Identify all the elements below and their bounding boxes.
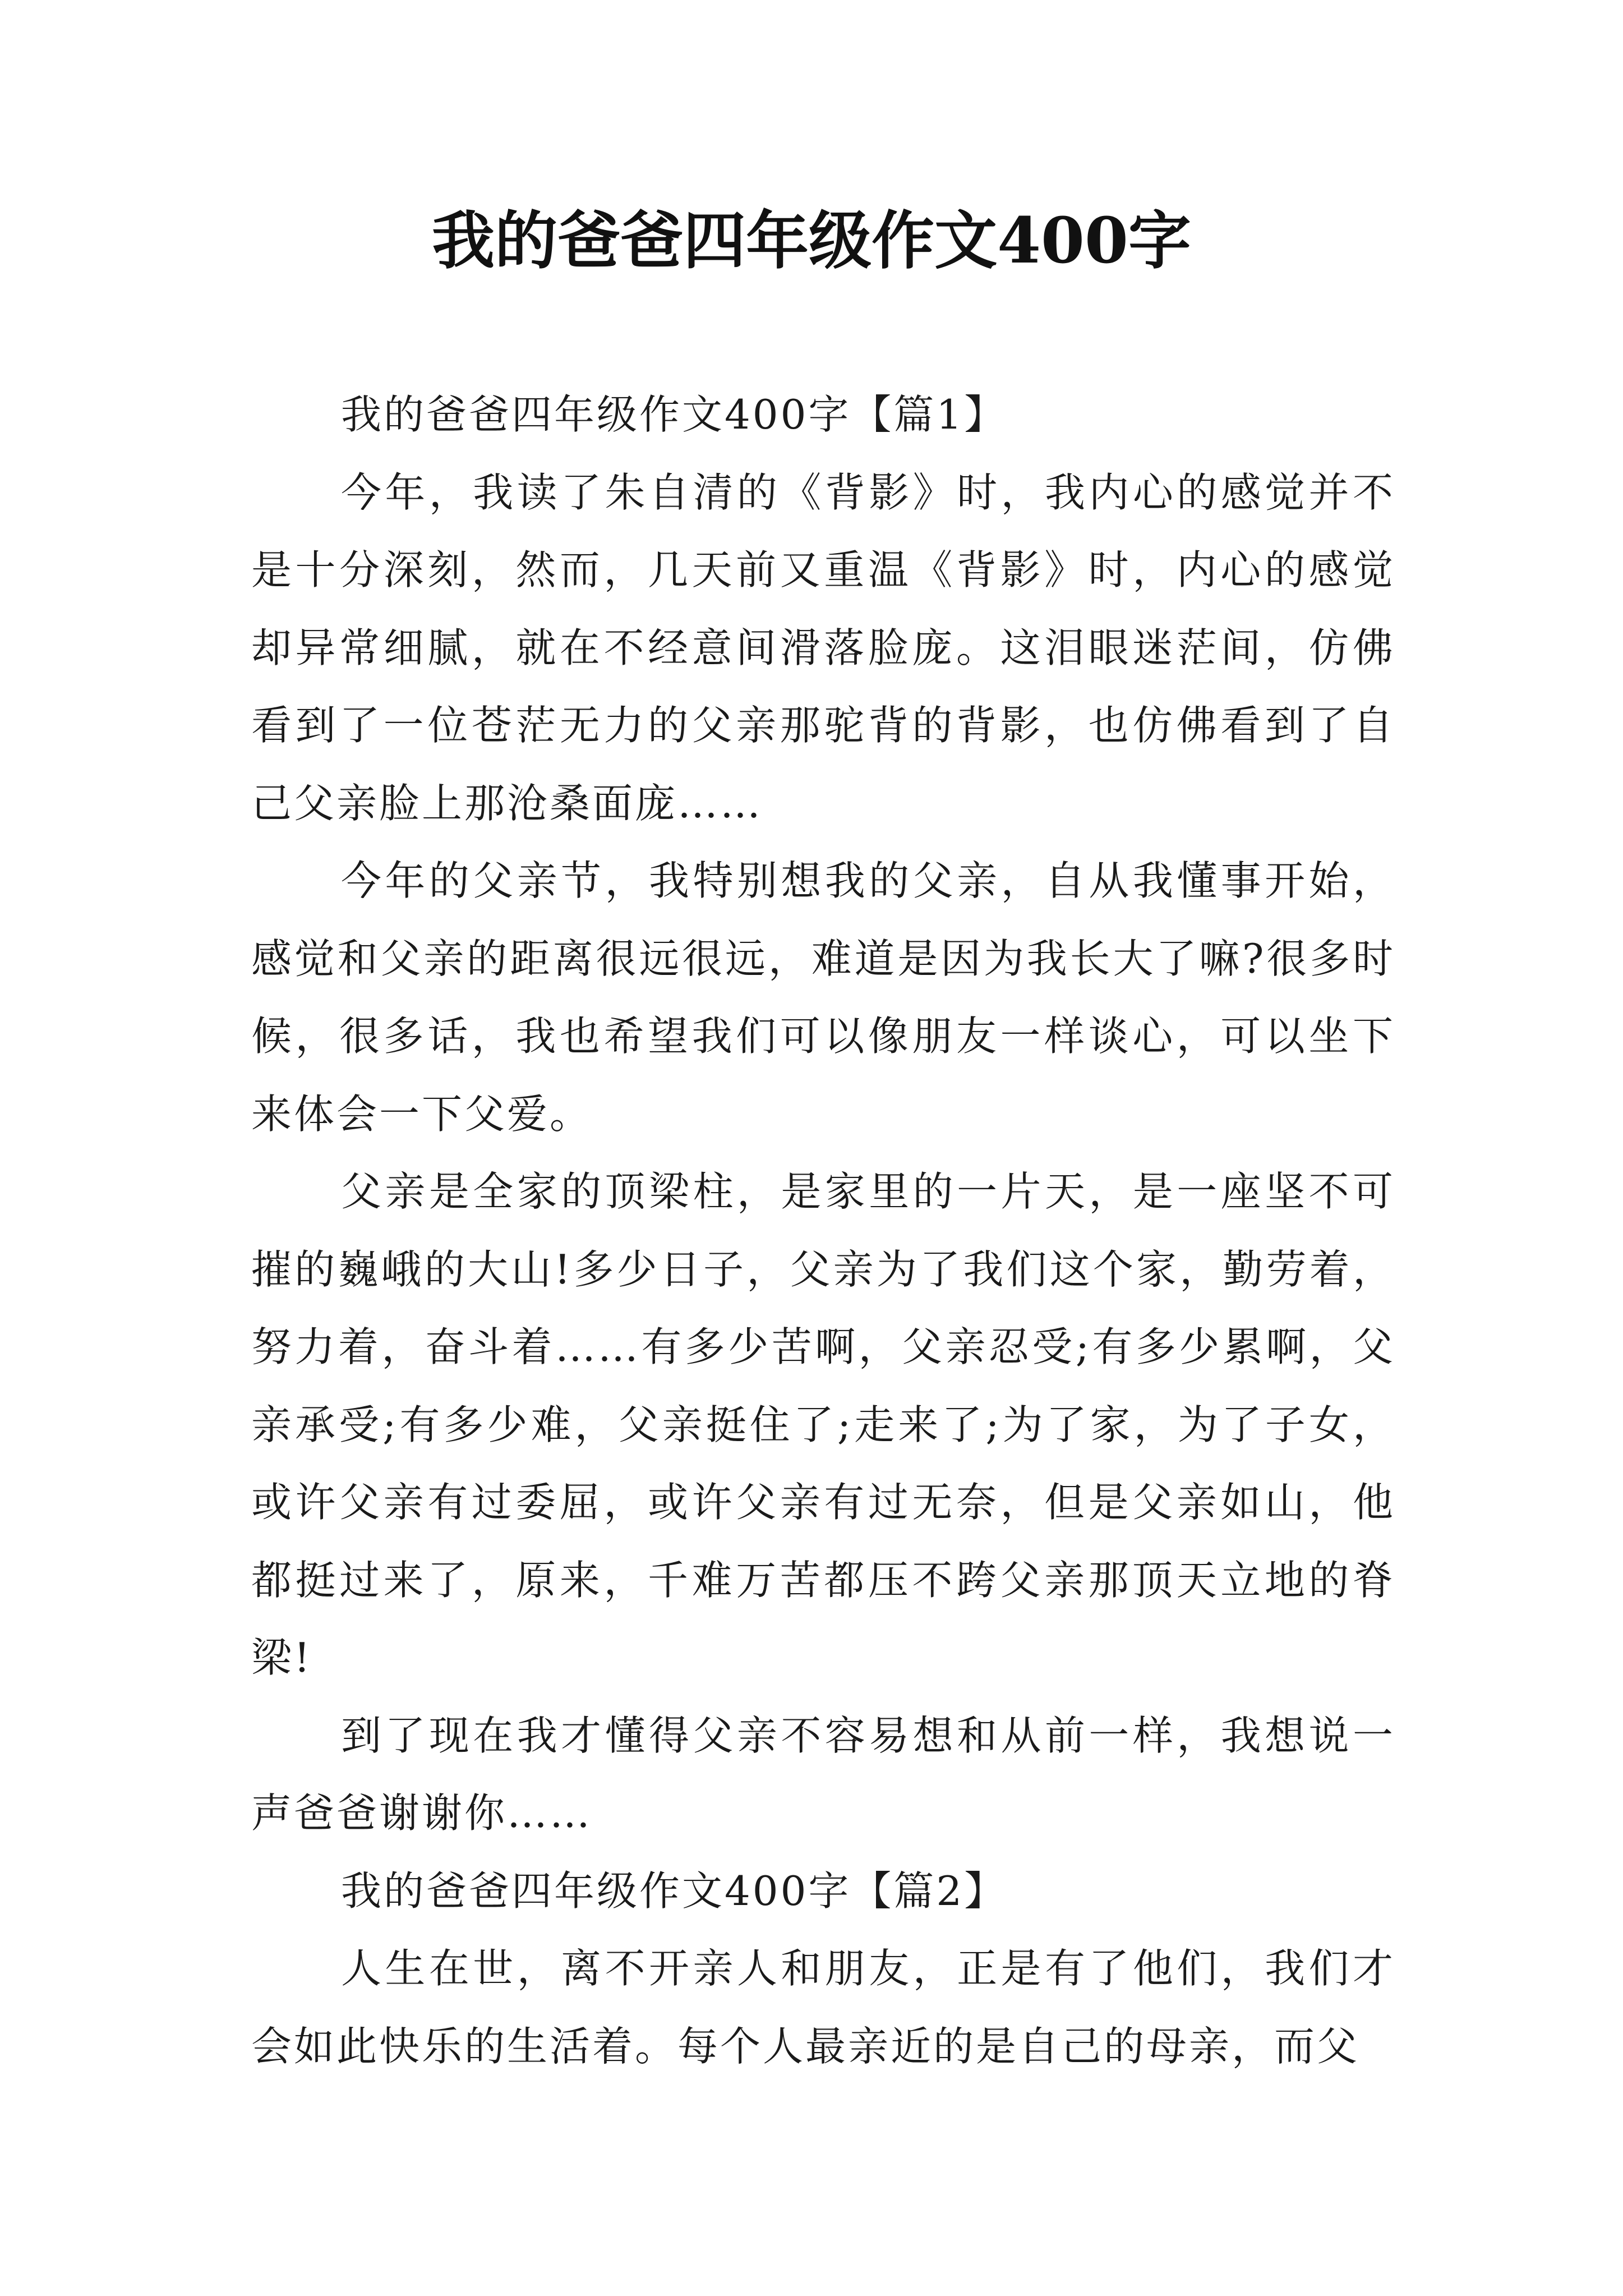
paragraph-2: 今年的父亲节，我特别想我的父亲，自从我懂事开始，感觉和父亲的距离很远很远，难道是因为我长大了嘛?很多时候，很多话，我也希望我们可以像朋友一样谈心，可以坐下来体会一下父爱。 [251,857,1395,1138]
paragraph-5: 人生在世，离不开亲人和朋友，正是有了他们，我们才会如此快乐的生活着。每个人最亲近的是自己的母亲，而父 [251,1945,1395,2070]
paragraph-1: 今年，我读了朱自清的《背影》时，我内心的感觉并不是十分深刻，然而，几天前又重温《背影》时，内心的感觉却异常细腻，就在不经意间滑落脸庞。这泪眼迷茫间，仿佛看到了一位苍茫无力的父亲那驼背的背影，也仿佛看到了自己父亲脸上那沧桑面庞…… [251,468,1395,827]
paragraph-3: 父亲是全家的顶梁柱，是家里的一片天，是一座坚不可摧的巍峨的大山!多少日子，父亲为了我们这个家，勤劳着，努力着，奋斗着……有多少苦啊，父亲忍受;有多少累啊，父亲承受;有多少难，父亲挺住了;走来了;为了家，为了子女，或许父亲有过委屈，或许父亲有过无奈，但是父亲如山，他都挺过来了，原来，千难万苦都压不跨父亲那顶天立地的脊梁! [251,1168,1395,1681]
paragraph-4: 到了现在我才懂得父亲不容易想和从前一样，我想说一声爸爸谢谢你…… [251,1711,1395,1837]
document-body [251,376,1395,2085]
section-heading-1: 我的爸爸四年级作文400字【篇1】 [341,391,1007,438]
document-title: 我的爸爸四年级作文400字 [432,204,1191,278]
section-heading-2: 我的爸爸四年级作文400字【篇2】 [341,1867,1007,1915]
